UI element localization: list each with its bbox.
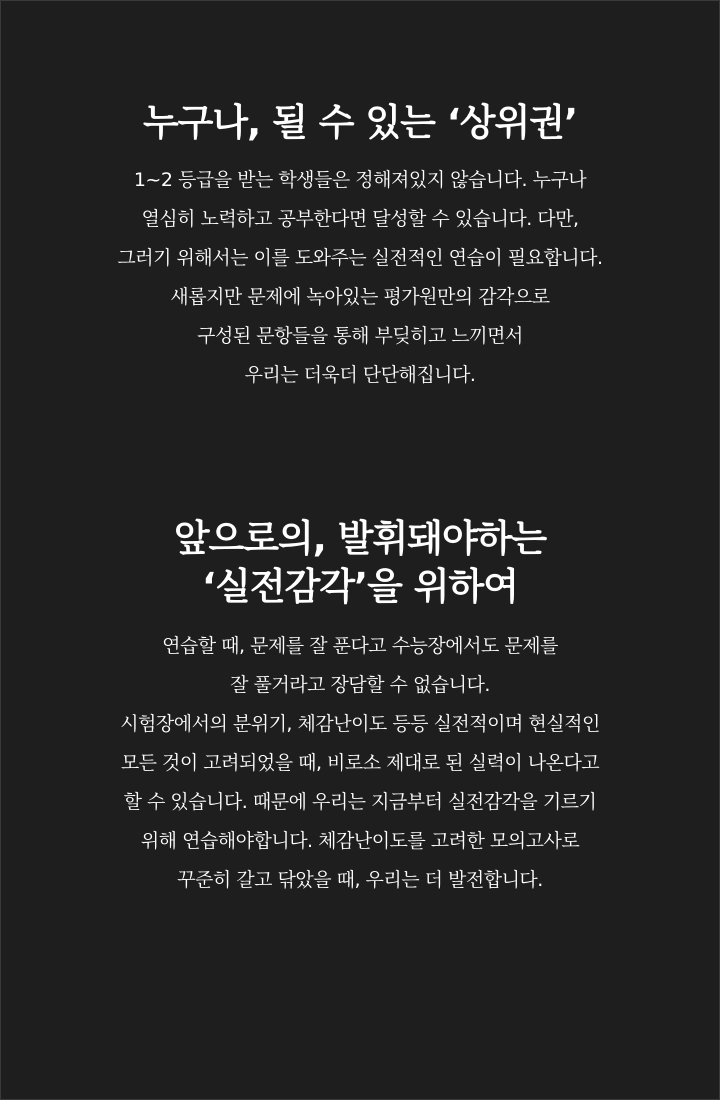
- paragraph-line: 시험장에서의 분위기, 체감난이도 등등 실전적이며 현실적인: [120, 713, 600, 735]
- paragraph-line: 잘 풀거라고 장담할 수 없습니다.: [230, 674, 490, 696]
- paragraph-line: 꾸준히 갈고 닦았을 때, 우리는 더 발전합니다.: [177, 869, 543, 891]
- paragraph-line: 모든 것이 고려되었을 때, 비로소 제대로 된 실력이 나온다고: [120, 752, 600, 774]
- practical-sense-heading: [1, 515, 719, 611]
- paragraph-line: 그러기 위해서는 이를 도와주는 실전적인 연습이 필요합니다.: [117, 247, 603, 269]
- top-tier-paragraph: [1, 161, 719, 395]
- heading-line: ‘실전감각’을 위하여: [202, 565, 518, 608]
- paragraph-line: 열심히 노력하고 공부한다면 달성할 수 있습니다. 다만,: [141, 208, 579, 230]
- paragraph-line: 새롭지만 문제에 녹아있는 평가원만의 감각으로: [170, 286, 550, 308]
- paragraph-line: 1~2 등급을 받는 학생들은 정해져있지 않습니다. 누구나: [133, 169, 587, 191]
- paragraph-line: 연습할 때, 문제를 잘 푼다고 수능장에서도 문제를: [162, 635, 558, 657]
- practical-sense-section: [1, 515, 719, 900]
- paragraph-line: 할 수 있습니다. 때문에 우리는 지금부터 실전감각을 기르기: [123, 791, 597, 813]
- practical-sense-paragraph: [1, 627, 719, 900]
- top-tier-heading: [1, 99, 719, 147]
- top-tier-section: [1, 99, 719, 395]
- heading-line: 앞으로의, 발휘돼야하는: [173, 517, 547, 560]
- paragraph-line: 우리는 더욱더 단단해집니다.: [244, 364, 476, 386]
- paragraph-line: 위해 연습해야합니다. 체감난이도를 고려한 모의고사로: [140, 830, 580, 852]
- heading-line: 누구나, 될 수 있는 ‘상위권’: [142, 101, 578, 144]
- paragraph-line: 구성된 문항들을 통해 부딪히고 느끼면서: [197, 325, 523, 347]
